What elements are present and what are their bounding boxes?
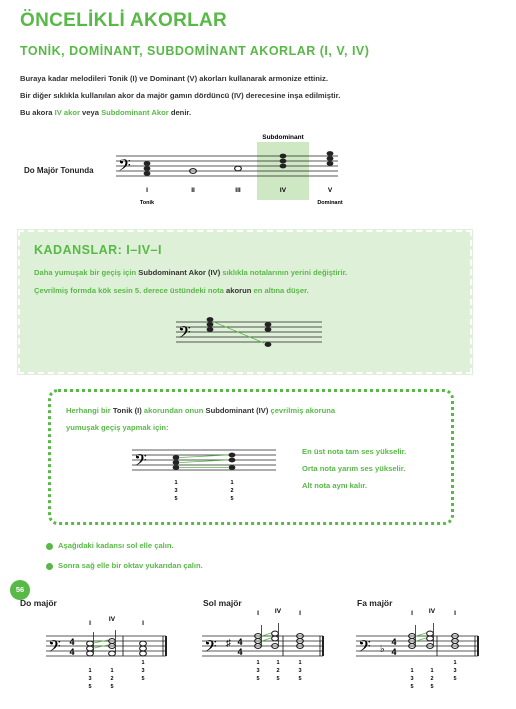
example-title-fa: Fa majör — [357, 598, 393, 608]
scale-row-label: Do Majör Tonunda — [24, 166, 94, 175]
bass-clef-icon: 𝄢 — [178, 324, 191, 346]
tip-item: En üst nota tam ses yükselir. — [302, 447, 407, 456]
svg-text:5: 5 — [410, 684, 414, 690]
svg-text:I: I — [411, 610, 413, 617]
svg-text:1: 1 — [298, 660, 302, 666]
bass-clef-icon: 𝄢 — [134, 452, 147, 474]
svg-text:5: 5 — [298, 676, 302, 682]
tip-item: Orta nota yarım ses yükselir. — [302, 464, 406, 473]
instruction-1: Aşağıdaki kadansı sol elle çalın. — [46, 541, 174, 550]
bass-clef-icon: 𝄢 — [358, 638, 371, 660]
instruction-2: Sonra sağ elle bir oktav yukarıdan çalın. — [46, 561, 203, 570]
scale-staff — [0, 130, 516, 215]
bass-clef-icon: 𝄢 — [204, 638, 217, 660]
svg-text:IV: IV — [108, 616, 116, 623]
svg-text:1: 1 — [141, 660, 145, 666]
svg-text:3: 3 — [88, 676, 92, 682]
svg-text:5: 5 — [453, 676, 457, 682]
tip-staff — [128, 440, 288, 510]
svg-text:5: 5 — [174, 496, 178, 502]
numeral-v: V — [327, 187, 333, 194]
svg-text:5: 5 — [430, 684, 434, 690]
svg-text:4: 4 — [391, 637, 397, 647]
svg-text:1: 1 — [453, 660, 457, 666]
svg-text:2: 2 — [430, 676, 434, 682]
svg-text:1: 1 — [430, 668, 434, 674]
svg-text:3: 3 — [298, 668, 302, 674]
sharp-icon: ♯ — [226, 638, 231, 649]
svg-text:3: 3 — [174, 488, 178, 494]
svg-text:I: I — [89, 620, 91, 627]
svg-text:1: 1 — [410, 668, 414, 674]
svg-text:I: I — [299, 610, 301, 617]
svg-text:5: 5 — [141, 676, 145, 682]
numeral-iv: IV — [279, 187, 287, 194]
svg-text:IV: IV — [274, 608, 282, 615]
svg-text:4: 4 — [391, 647, 397, 657]
svg-text:1: 1 — [230, 480, 234, 486]
bass-clef-icon: 𝄢 — [118, 157, 131, 179]
svg-text:4: 4 — [69, 637, 75, 647]
svg-text:1: 1 — [256, 660, 260, 666]
label-dominant: Dominant — [317, 200, 343, 206]
intro-paragraph: Buraya kadar melodileri Tonik (I) ve Dominant (V) akorları kullanarak armonize ettiniz. Bir diğer sıklıkla kullanılan akor da majör gamın dördüncü (IV) derecesine inşa edilmiştir. Bu akora IV akor veya Subdominant Akor denir. — [20, 74, 341, 117]
cadence-title: KADANSLAR: I–IV–I — [34, 243, 162, 257]
subdominant-label: Subdominant — [262, 134, 304, 141]
label-tonik: Tonik — [139, 200, 155, 206]
svg-text:4: 4 — [69, 647, 75, 657]
svg-text:4: 4 — [237, 637, 243, 647]
svg-text:3: 3 — [256, 668, 260, 674]
svg-text:5: 5 — [110, 684, 114, 690]
svg-text:5: 5 — [256, 676, 260, 682]
cadence-staff — [170, 310, 330, 360]
svg-text:3: 3 — [453, 668, 457, 674]
section-subtitle: TONİK, DOMİNANT, SUBDOMİNANT AKORLAR (I, V, IV) — [20, 44, 370, 58]
svg-text:1: 1 — [110, 668, 114, 674]
svg-text:IV: IV — [428, 608, 436, 615]
svg-text:I: I — [142, 620, 144, 627]
examples-staff — [0, 608, 516, 707]
numeral-iii: III — [235, 187, 241, 194]
page-number: 56 — [10, 580, 30, 600]
page-title: ÖNCELİKLİ AKORLAR — [20, 10, 228, 31]
svg-text:5: 5 — [88, 684, 92, 690]
svg-text:5: 5 — [230, 496, 234, 502]
tip-list — [302, 443, 406, 494]
svg-text:3: 3 — [141, 668, 145, 674]
svg-text:I: I — [257, 610, 259, 617]
numeral-ii: II — [191, 187, 195, 194]
cadence-text: Daha yumuşak bir geçiş için Subdominant Akor (IV) sıklıkla notalarının yerini değiştirir. Çevrilmiş formda kök sesin 5. derece üstündeki nota akorun en altına düşer. — [34, 268, 348, 295]
svg-text:I: I — [454, 610, 456, 617]
svg-text:3: 3 — [410, 676, 414, 682]
svg-text:1: 1 — [88, 668, 92, 674]
svg-text:2: 2 — [230, 488, 234, 494]
numeral-i: I — [146, 187, 148, 194]
tip-text: Herhangi bir Tonik (I) akorundan onun Subdominant (IV) çevrilmiş akoruna yumuşak geçiş yapmak için: — [66, 406, 336, 432]
svg-text:4: 4 — [237, 647, 243, 657]
svg-text:2: 2 — [276, 668, 280, 674]
svg-text:5: 5 — [276, 676, 280, 682]
bass-clef-icon: 𝄢 — [48, 638, 61, 660]
example-title-sol: Sol majör — [203, 598, 242, 608]
svg-text:1: 1 — [174, 480, 178, 486]
tip-item: Alt nota aynı kalır. — [302, 481, 367, 490]
flat-icon: ♭ — [380, 644, 385, 655]
example-title-do: Do majör — [20, 598, 57, 608]
svg-text:1: 1 — [276, 660, 280, 666]
svg-text:2: 2 — [110, 676, 114, 682]
